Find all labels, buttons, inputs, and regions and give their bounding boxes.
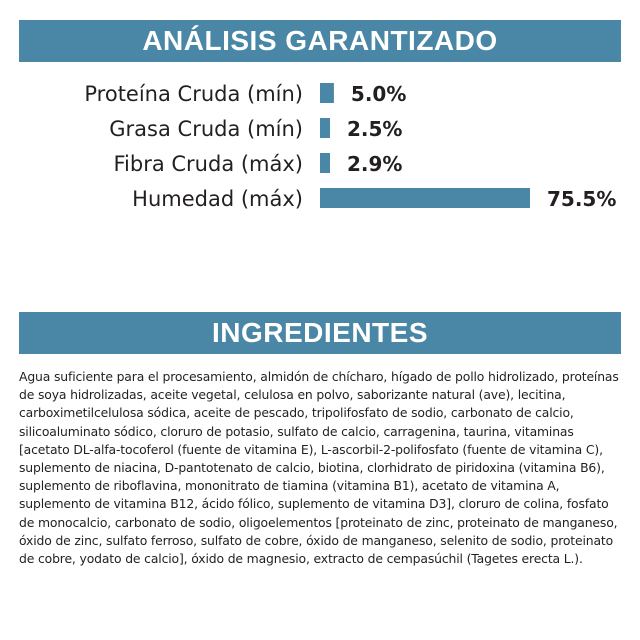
ingredients-header: INGREDIENTES [19, 312, 621, 354]
value-label: 2.5% [347, 117, 403, 141]
bar [320, 153, 330, 173]
bar [320, 188, 530, 208]
guaranteed-analysis-chart [0, 72, 640, 222]
analysis-header: ANÁLISIS GARANTIZADO [19, 20, 621, 62]
value-label: 2.9% [347, 152, 403, 176]
ingredients-list: Agua suficiente para el procesamiento, almidón de chícharo, hígado de pollo hidrolizado, proteínas de soya hidrolizadas, aceite vegetal, celulosa en polvo, saborizante natural (ave), lecitina, carboximetilcelulosa sódica, aceite de pescado, tripolifosfato de sodio, carbonato de calcio, silicoaluminato sódico, cloruro de potasio, sulfato de calcio, carragenina, taurina, vitaminas [acetato DL-alfa-tocoferol (fuente de vitamina E), L-ascorbil-2-polifosfato (fuente de vitamina C), suplemento de niacina, D-pantotenato de calcio, biotina, clorhidrato de piridoxina (vitamina B6), suplemento de riboflavina, mononitrato de tiamina (vitamina B1), acetato de vitamina A, suplemento de vitamina B12, ácido fólico, suplemento de vitamina D3], cloruro de colina, fosfato de monocalcio, carbonato de sodio, oligoelementos [proteinato de zinc, proteinato de manganeso, óxido de zinc, sulfato ferroso, sulfato de cobre, óxido de manganeso, selenito de sodio, proteinato de cobre, yodato de calcio], óxido de magnesio, extracto de cempasúchil (Tagetes erecta L.). [19, 369, 619, 567]
bar [320, 83, 334, 103]
bar [320, 118, 330, 138]
value-label: 75.5% [547, 187, 617, 211]
category-label: Proteína Cruda (mín) [84, 82, 303, 106]
category-label: Grasa Cruda (mín) [109, 117, 303, 141]
value-label: 5.0% [350, 82, 407, 106]
category-label: Humedad (máx) [132, 187, 303, 211]
category-label: Fibra Cruda (máx) [113, 152, 303, 176]
